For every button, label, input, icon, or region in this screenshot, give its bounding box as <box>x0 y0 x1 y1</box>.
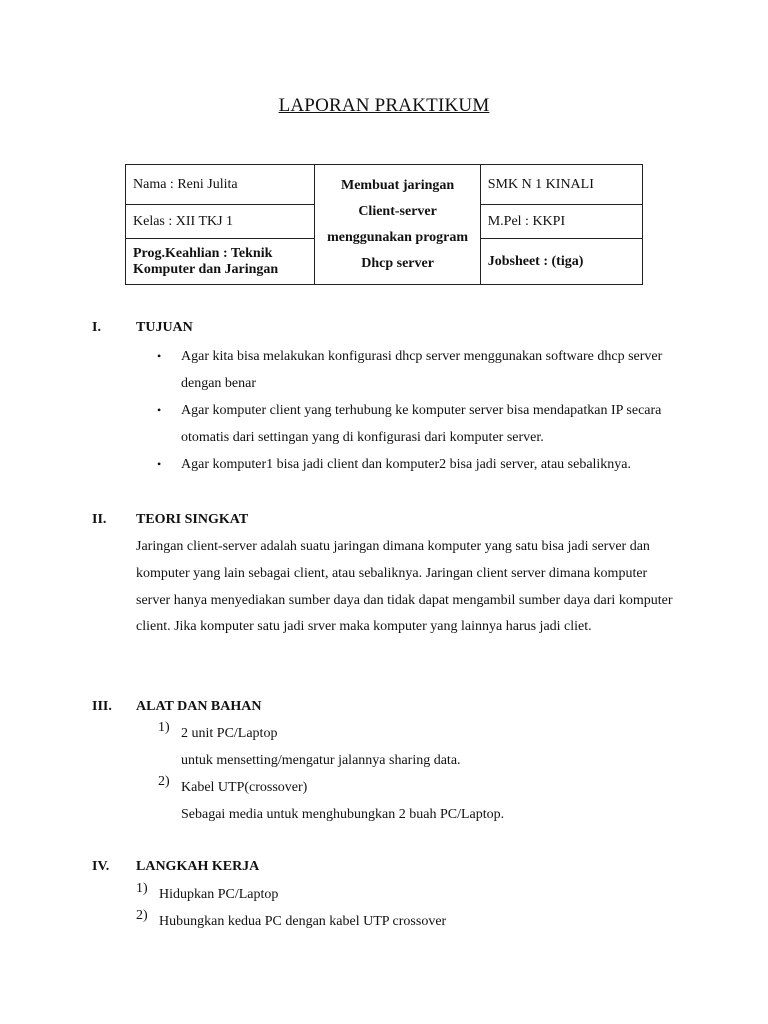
section-number: II. <box>92 512 107 527</box>
class-cell: Kelas : XII TKJ 1 <box>126 205 315 239</box>
subject-cell: M.Pel : KKPI <box>480 205 642 239</box>
school-cell: SMK N 1 KINALI <box>480 165 642 205</box>
info-table <box>125 164 643 285</box>
section-number: IV. <box>92 859 110 874</box>
list-item: • Agar komputer client yang terhubung ke komputer server bisa mendapatkan IP secara otomatis dari settingan yang di konfigurasi dari komputer server. <box>155 397 675 451</box>
section-number: III. <box>92 699 112 714</box>
bullet-icon: • <box>157 457 162 471</box>
section-title-tujuan: TUJUAN <box>136 320 193 335</box>
list-item: • Agar komputer1 bisa jadi client dan komputer2 bisa jadi server, atau sebaliknya. <box>155 451 675 478</box>
section-title-langkah: LANGKAH KERJA <box>136 859 260 874</box>
document-title: LAPORAN PRAKTIKUM <box>278 95 490 116</box>
section-title-alat: ALAT DAN BAHAN <box>136 699 262 714</box>
jobsheet-cell: Jobsheet : (tiga) <box>480 239 642 285</box>
list-item: • Agar kita bisa melakukan konfigurasi dhcp server menggunakan software dhcp server dengan benar <box>155 343 675 397</box>
section-number: I. <box>92 320 101 335</box>
langkah-list <box>136 881 636 935</box>
bullet-icon: • <box>157 349 162 363</box>
student-name-cell: Nama : Reni Julita <box>126 165 315 205</box>
list-item: 2) Hubungkan kedua PC dengan kabel UTP crossover <box>136 908 447 929</box>
list-item: 2) Kabel UTP(crossover) Sebagai media untuk menghubungkan 2 buah PC/Laptop. <box>158 774 505 822</box>
topic-cell: Membuat jaringan Client-server menggunakan program Dhcp server <box>315 165 480 285</box>
section-title-teori: TEORI SINGKAT <box>136 512 249 527</box>
alat-list <box>158 720 658 828</box>
tujuan-list <box>155 343 675 478</box>
program-cell: Prog.Keahlian : Teknik Komputer dan Jaringan <box>126 239 315 285</box>
list-item: 1) 2 unit PC/Laptop untuk mensetting/mengatur jalannya sharing data. <box>158 720 461 768</box>
list-item: 1) Hidupkan PC/Laptop <box>136 881 279 902</box>
teori-paragraph: Jaringan client-server adalah suatu jaringan dimana komputer yang satu bisa jadi server dan komputer yang lain sebagai client, atau sebaliknya. Jaringan client server dimana komputer server hanya menyediakan sumber daya dan tidak dapat mengambil sumber daya dari komputer client. Jika komputer satu jadi srver maka komputer yang lainnya harus jadi cliet. <box>136 539 673 635</box>
bullet-icon: • <box>157 403 162 417</box>
